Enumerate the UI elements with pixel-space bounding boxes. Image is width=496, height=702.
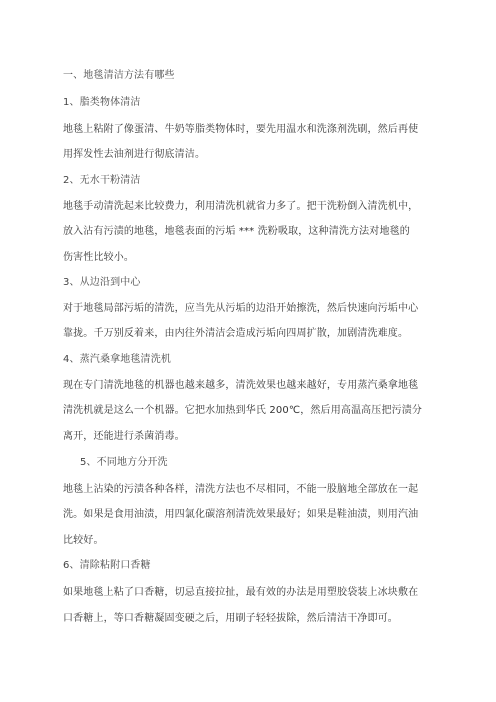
paragraph-line: 用挥发性去油剂进行彻底清洁。 [63, 149, 206, 160]
paragraph-line: 地毯手动清洗起来比较费力，利用清洗机就省力多了。把干洗粉倒入清洗机中， [63, 201, 419, 212]
paragraph-line: 口香糖上，等口香糖凝固变硬之后，用刷子轻轻拔除，然后清洁干净即可。 [63, 613, 398, 624]
paragraph-line: 洗。如果是食用油渍，用四氯化碳溶剂清洗效果最好；如果是鞋油渍，则用汽油 [63, 509, 419, 520]
paragraph-line: 地毯上粘附了像蛋清、牛奶等脂类物体时，要先用温水和洗涤剂洗刷，然后再使 [63, 124, 419, 135]
section-heading-3: 3、从边沿到中心 [63, 277, 141, 288]
paragraph-line: 地毯上沾染的污渍各种各样，清洗方法也不尽相同，不能一股脑地全部放在一起 [63, 484, 419, 495]
section-heading-4: 4、蒸汽桑拿地毯清洗机 [63, 354, 172, 365]
paragraph-line: 对于地毯局部污垢的清洗，应当先从污垢的边沿开始擦洗，然后快速向污垢中心 [63, 303, 419, 314]
section-heading-6: 6、清除粘附口香糖 [63, 560, 151, 571]
paragraph-line: 现在专门清洗地毯的机器也越来越多，清洗效果也越来越好，专用蒸汽桑拿地毯 [63, 380, 419, 391]
paragraph-line: 伤害性比较小。 [63, 252, 135, 263]
section-heading-1: 1、脂类物体清洁 [63, 97, 141, 108]
paragraph-line: 比较好。 [63, 535, 104, 546]
section-heading-2: 2、无水干粉清洁 [63, 175, 141, 186]
paragraph-line: 清洗机就是这么一个机器。它把水加热到华氏 200℃，然后用高温高压把污渍分 [63, 405, 423, 416]
document-title: 一、地毯清洁方法有哪些 [63, 70, 175, 81]
paragraph-line: 如果地毯上粘了口香糖，切忌直接拉扯，最有效的办法是用塑胶袋装上冰块敷在 [63, 587, 419, 598]
section-heading-5: 5、不同地方分开洗 [80, 457, 168, 468]
paragraph-line: 离开，还能进行杀菌消毒。 [63, 431, 185, 442]
paragraph-line: 放入沾有污渍的地毯，地毯表面的污垢 *** 洗粉吸取，这种清洗方法对地毯的 [63, 226, 410, 237]
paragraph-line: 靠拢。千万别反着来，由内往外清洁会造成污垢向四周扩散，加剧清洗难度。 [63, 328, 409, 339]
